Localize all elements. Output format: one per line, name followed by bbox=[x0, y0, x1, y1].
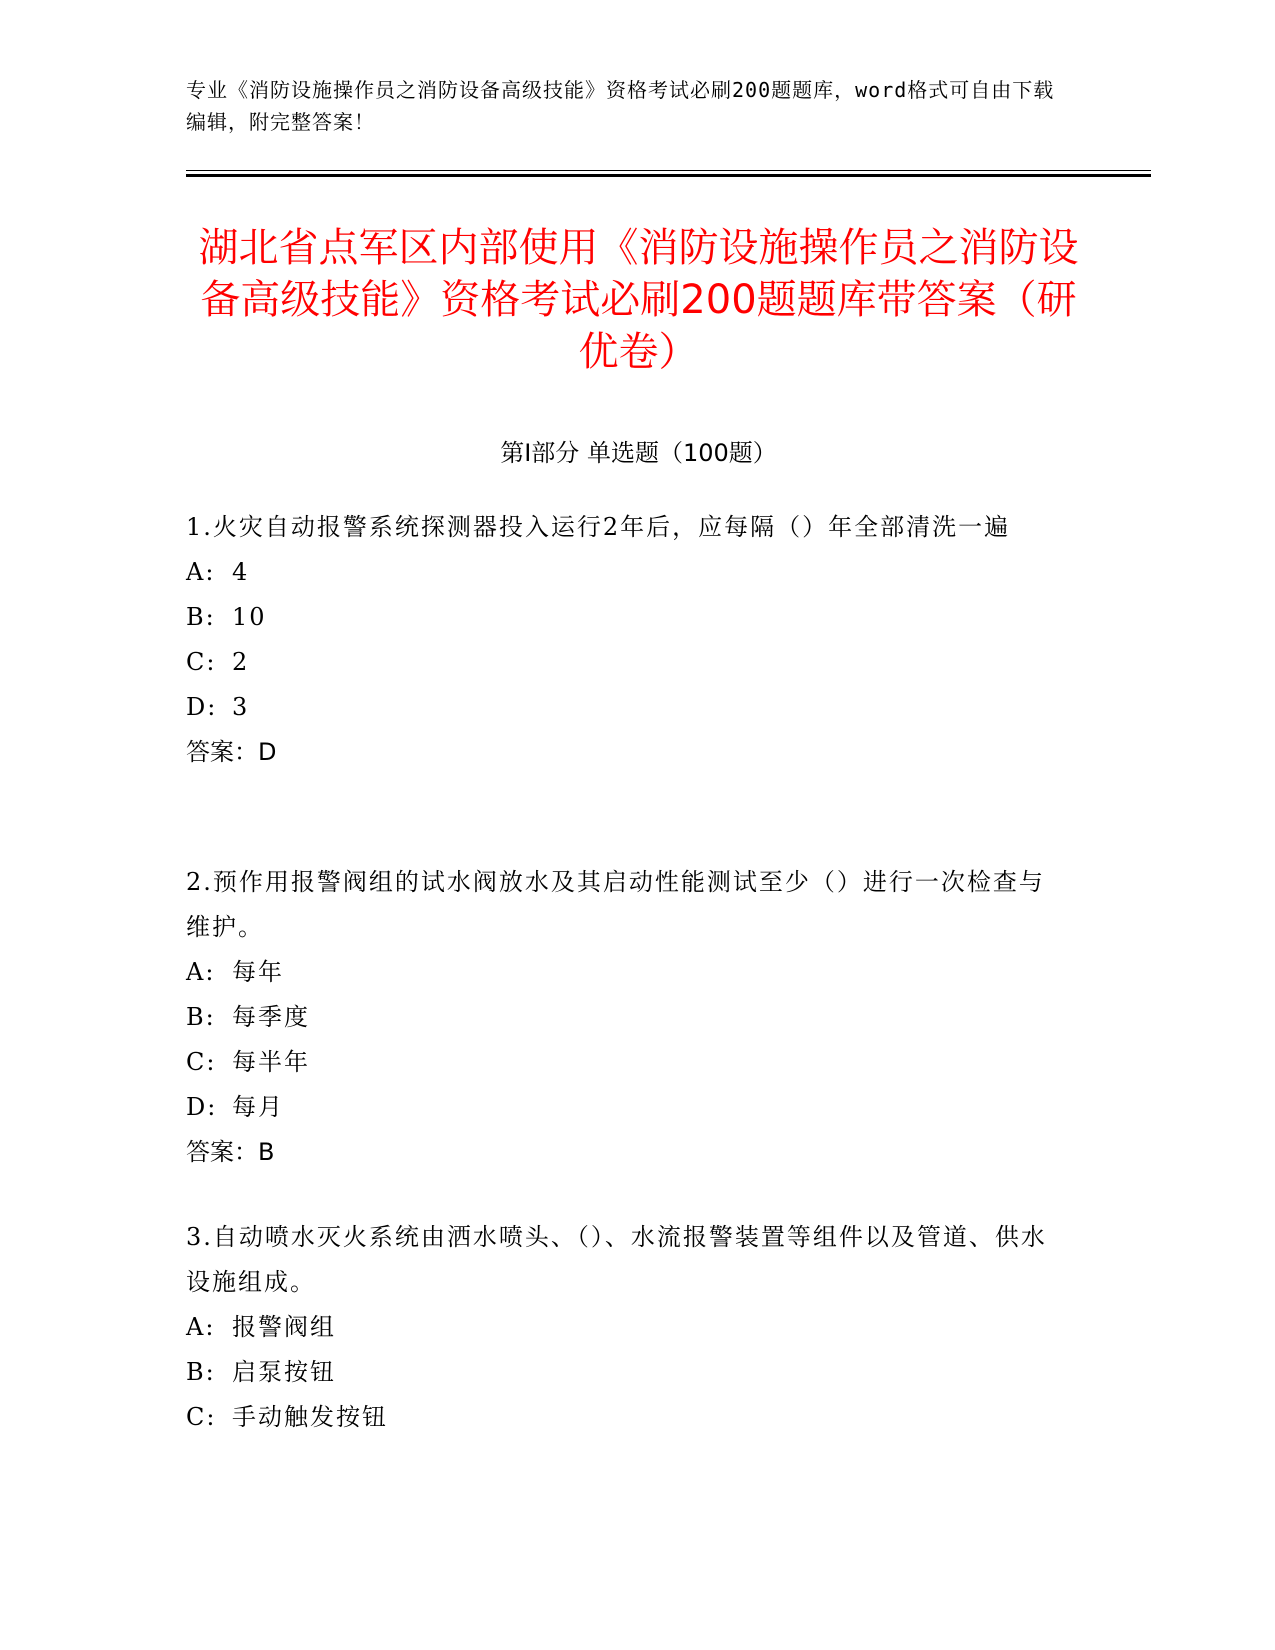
header-note: 专业《消防设施操作员之消防设备高级技能》资格考试必刷200题题库，word格式可自由下载编辑，附完整答案！ bbox=[186, 78, 1055, 134]
option-d bbox=[186, 1085, 1066, 1130]
option-text: 3 bbox=[232, 693, 250, 721]
option-a bbox=[186, 1305, 1066, 1350]
option-text: 每年 bbox=[232, 958, 284, 986]
option-text: 4 bbox=[232, 558, 250, 586]
option-c bbox=[186, 1040, 1066, 1085]
option-letter: A: bbox=[186, 558, 216, 586]
option-text: 每半年 bbox=[232, 1048, 310, 1076]
option-letter: B: bbox=[186, 1358, 216, 1386]
answer: 答案：B bbox=[186, 1138, 275, 1166]
option-letter: A: bbox=[186, 958, 216, 986]
option-b bbox=[186, 995, 1066, 1040]
option-a bbox=[186, 550, 1066, 595]
option-letter: D: bbox=[186, 1093, 218, 1121]
option-text: 每季度 bbox=[232, 1003, 310, 1031]
option-text: 启泵按钮 bbox=[232, 1358, 336, 1386]
option-letter: D: bbox=[186, 693, 218, 721]
header-divider-thin bbox=[186, 170, 1151, 171]
option-text: 10 bbox=[232, 603, 267, 631]
answer: 答案：D bbox=[186, 738, 277, 766]
option-letter: B: bbox=[186, 1003, 216, 1031]
question-stem: 1.火灾自动报警系统探测器投入运行2年后，应每隔（）年全部清洗一遍 bbox=[186, 513, 1011, 541]
option-d bbox=[186, 685, 1066, 730]
option-letter: C: bbox=[186, 1403, 217, 1431]
option-letter: A: bbox=[186, 1313, 216, 1341]
option-b bbox=[186, 595, 1066, 640]
option-letter: C: bbox=[186, 1048, 217, 1076]
document-title: 湖北省点军区内部使用《消防设施操作员之消防设备高级技能》资格考试必刷200题题库带答案（研优卷） bbox=[198, 225, 1079, 375]
question-stem: 3.自动喷水灭火系统由洒水喷头、（）、水流报警装置等组件以及管道、供水设施组成。 bbox=[186, 1223, 1047, 1296]
question-stem: 2.预作用报警阀组的试水阀放水及其启动性能测试至少（）进行一次检查与维护。 bbox=[186, 868, 1045, 941]
option-letter: C: bbox=[186, 648, 217, 676]
option-letter: B: bbox=[186, 603, 216, 631]
option-text: 手动触发按钮 bbox=[232, 1403, 388, 1431]
question-3 bbox=[186, 1215, 1066, 1440]
question-2 bbox=[186, 860, 1066, 1175]
option-b bbox=[186, 1350, 1066, 1395]
option-text: 报警阀组 bbox=[232, 1313, 336, 1341]
section-heading: 第Ⅰ部分 单选题（100题） bbox=[500, 439, 777, 467]
option-text: 2 bbox=[232, 648, 250, 676]
option-a bbox=[186, 950, 1066, 995]
option-c bbox=[186, 1395, 1066, 1440]
question-1 bbox=[186, 505, 1066, 775]
header-divider-thick bbox=[186, 174, 1151, 177]
option-text: 每月 bbox=[232, 1093, 284, 1121]
option-c bbox=[186, 640, 1066, 685]
